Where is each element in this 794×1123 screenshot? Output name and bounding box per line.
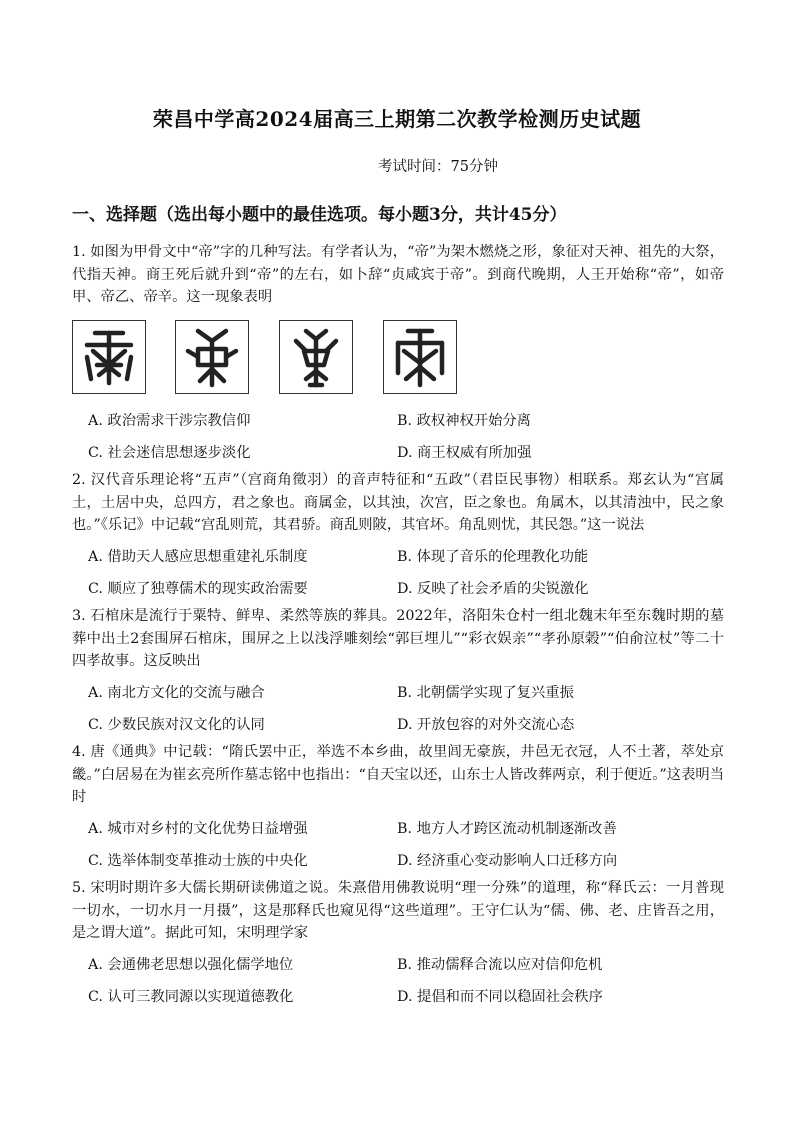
oracle-bone-glyph-figure	[72, 320, 472, 396]
question-3-stem: 3. 石棺床是流行于粟特、鲜卑、柔然等族的葬具。2022年，洛阳朱仓村一组北魏末年至东魏时期的墓葬中出土2套围屏石棺床，围屏之上以浅浮雕刻绘“郭巨埋儿”“彩衣娱亲”“孝孙原榖”“伯俞泣杖”等二十四孝故事。这反映出	[72, 608, 724, 669]
oracle-glyph-2	[175, 320, 249, 394]
question-2-option-b[interactable]: B. 体现了音乐的伦理教化功能	[397, 549, 589, 565]
exam-time: 考试时间：75分钟	[378, 159, 498, 175]
question-3-option-a[interactable]: A. 南北方文化的交流与融合	[88, 685, 265, 701]
question-2-option-a[interactable]: A. 借助天人感应思想重建礼乐制度	[88, 549, 308, 565]
question-3-option-c[interactable]: C. 少数民族对汉文化的认同	[88, 717, 265, 733]
question-5-option-c[interactable]: C. 认可三教同源以实现道德教化	[88, 989, 294, 1005]
question-3-option-b[interactable]: B. 北朝儒学实现了复兴重振	[397, 685, 574, 701]
question-4-option-b[interactable]: B. 地方人才跨区流动机制逐渐改善	[397, 821, 617, 837]
question-1-option-c[interactable]: C. 社会迷信思想逐步淡化	[88, 445, 251, 461]
question-4-option-a[interactable]: A. 城市对乡村的文化优势日益增强	[88, 821, 308, 837]
question-2-option-c[interactable]: C. 顺应了独尊儒术的现实政治需要	[88, 581, 308, 597]
oracle-glyph-3	[279, 320, 353, 394]
question-1-stem: 1. 如图为甲骨文中“帝”字的几种写法。有学者认为，“帝”为架木燃烧之形，象征对天神、祖先的大祭，代指天神。商王死后就升到“帝”的左右，如卜辞“贞咸宾于帝”。到商代晚期，人王开始称“帝”，如帝甲、帝乙、帝辛。这一现象表明	[72, 244, 724, 305]
section-title: 一、选择题（选出每小题中的最佳选项。每小题3分，共计45分）	[72, 205, 567, 225]
question-5-stem: 5. 宋明时期许多大儒长期研读佛道之说。朱熹借用佛教说明“理一分殊”的道理，称“释氏云：一月普现一切水，一切水月一月摄”，这是那释氏也窥见得“这些道理”。王守仁认为“儒、佛、老、庄皆吾之用，是之谓大道”。据此可知，宋明理学家	[72, 880, 724, 941]
oracle-glyph-1	[72, 320, 146, 394]
oracle-glyph-4	[383, 320, 457, 394]
question-3-option-d[interactable]: D. 开放包容的对外交流心态	[397, 717, 575, 733]
exam-title: 荣昌中学高2024届高三上期第二次教学检测历史试题	[152, 107, 642, 131]
question-5-option-b[interactable]: B. 推动儒释合流以应对信仰危机	[397, 957, 603, 973]
question-4-option-c[interactable]: C. 选举体制变革推动士族的中央化	[88, 853, 308, 869]
question-1-option-b[interactable]: B. 政权神权开始分离	[397, 413, 531, 429]
question-4-stem: 4. 唐《通典》中记载：“隋氏罢中正，举选不本乡曲，故里闾无豪族，井邑无衣冠，人不土著，萃处京畿。”白居易在为崔玄亮所作墓志铭中也指出：“自天宝以还，山东士人皆改葬两京，利于便近。”这表明当时	[72, 744, 724, 805]
question-1-option-d[interactable]: D. 商王权威有所加强	[397, 445, 532, 461]
question-2-option-d[interactable]: D. 反映了社会矛盾的尖锐激化	[397, 581, 589, 597]
question-1-option-a[interactable]: A. 政治需求干涉宗教信仰	[88, 413, 251, 429]
question-2-stem: 2. 汉代音乐理论将“五声”（宫商角徵羽）的音声特征和“五政”（君臣民事物）相联系。郑玄认为“宫属土，土居中央，总四方，君之象也。商属金，以其浊，次宫，臣之象也。角属木，以其清浊中，民之象也。”《乐记》中记载“宫乱则荒，其君骄。商乱则陂，其官坏。角乱则忧，其民怨。”这一说法	[72, 472, 724, 533]
question-4-option-d[interactable]: D. 经济重心变动影响人口迁移方向	[397, 853, 618, 869]
question-5-option-a[interactable]: A. 会通佛老思想以强化儒学地位	[88, 957, 294, 973]
question-5-option-d[interactable]: D. 提倡和而不同以稳固社会秩序	[397, 989, 603, 1005]
